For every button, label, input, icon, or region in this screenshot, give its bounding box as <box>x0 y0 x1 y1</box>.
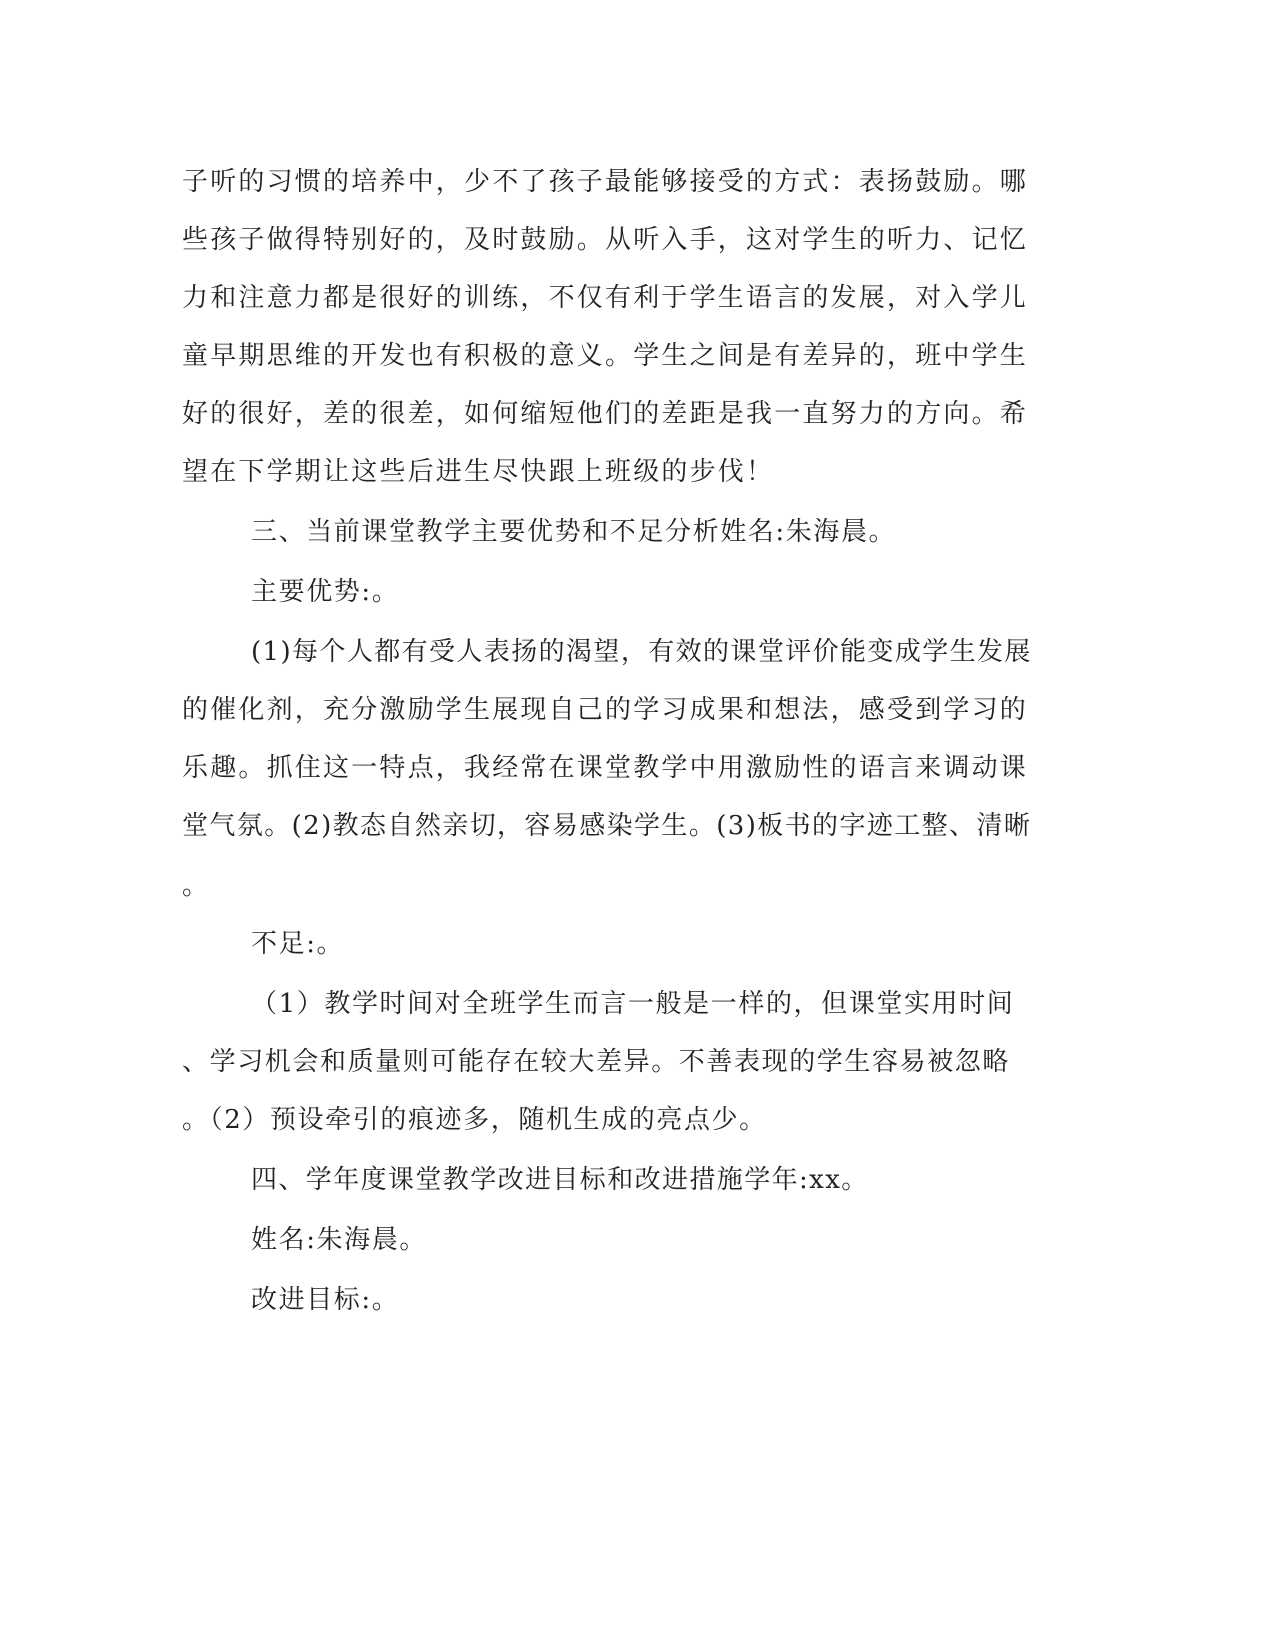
text-line-shortcoming-1: （1）教学时间对全班学生而言一般是一样的，但课堂实用时间 <box>251 989 1015 1019</box>
text-line-advantage-2: 的催化剂，充分激励学生展现自己的学习成果和想法，感受到学习的 <box>182 695 1029 725</box>
text-line-advantage-1: (1)每个人都有受人表扬的渴望，有效的课堂评价能变成学生发展 <box>251 637 1032 667</box>
name-line: 姓名:朱海晨。 <box>251 1225 427 1255</box>
text-line-advantage-4: 堂气氛。(2)教态自然亲切，容易感染学生。(3)板书的字迹工整、清晰 <box>182 811 1032 841</box>
text-line-advantage-5: 。 <box>182 871 209 901</box>
text-line-advantage-3: 乐趣。抓住这一特点，我经常在课堂教学中用激励性的语言来调动课 <box>182 753 1029 783</box>
subheading-shortcomings: 不足:。 <box>251 929 345 959</box>
section-heading-4: 四、学年度课堂教学改进目标和改进措施学年:xx。 <box>251 1165 869 1195</box>
text-line-5: 好的很好，差的很差，如何缩短他们的差距是我一直努力的方向。希 <box>182 399 1029 429</box>
subheading-advantages: 主要优势:。 <box>251 577 400 607</box>
text-line-2: 些孩子做得特别好的，及时鼓励。从听入手，这对学生的听力、记忆 <box>182 225 1029 255</box>
section-heading-3: 三、当前课堂教学主要优势和不足分析姓名:朱海晨。 <box>251 517 897 547</box>
text-line-shortcoming-2: 、学习机会和质量则可能存在较大差异。不善表现的学生容易被忽略 <box>182 1047 1011 1077</box>
text-line-4: 童早期思维的开发也有积极的意义。学生之间是有差异的，班中学生 <box>182 341 1029 371</box>
text-line-6: 望在下学期让这些后进生尽快跟上班级的步伐！ <box>182 457 775 487</box>
subheading-improvement-goals: 改进目标:。 <box>251 1285 400 1315</box>
text-line-3: 力和注意力都是很好的训练，不仅有利于学生语言的发展，对入学儿 <box>182 283 1029 313</box>
text-line-shortcoming-3: 。（2）预设牵引的痕迹多，随机生成的亮点少。 <box>182 1105 767 1135</box>
text-line-1: 子听的习惯的培养中，少不了孩子最能够接受的方式：表扬鼓励。哪 <box>182 167 1029 197</box>
